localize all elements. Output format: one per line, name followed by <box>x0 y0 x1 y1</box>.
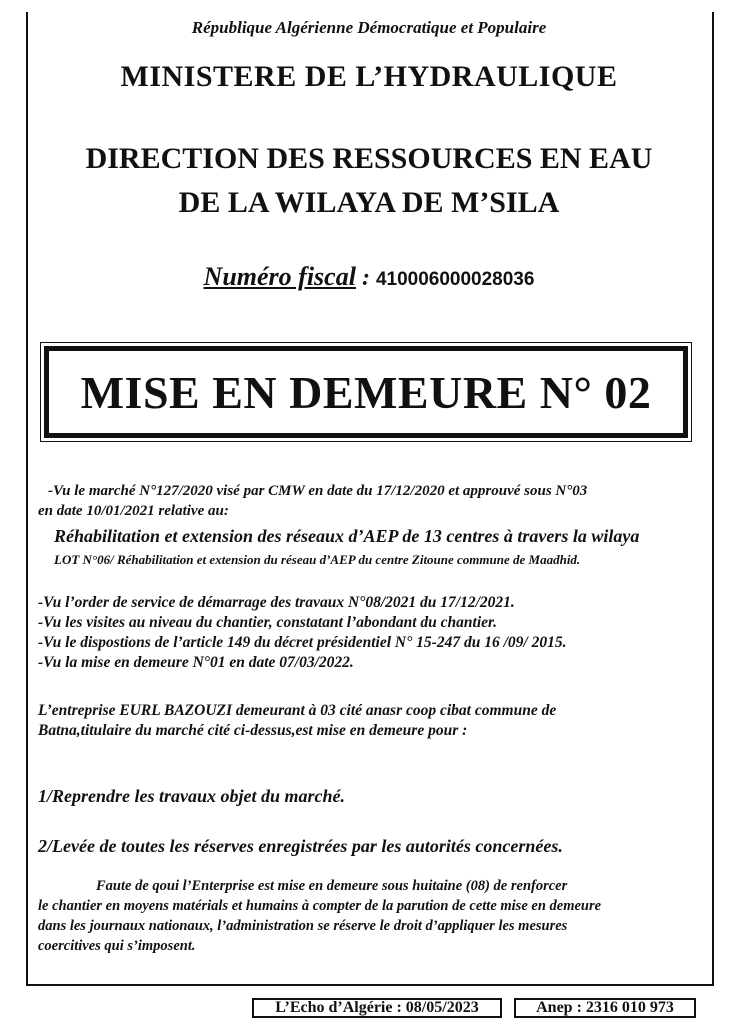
faute-line: dans les journaux nationaux, l’administration se réserve le droit d’appliquer les mesures <box>38 918 568 934</box>
marche-line-1: -Vu le marché N°127/2020 visé par CMW en date du 17/12/2020 et approuvé sous N°03 <box>48 483 588 499</box>
republic-line: République Algérienne Démocratique et Populaire <box>191 18 547 37</box>
notice-title-box <box>44 346 688 438</box>
vu-item: -Vu les visites au niveau du chantier, constatant l’abondant du chantier. <box>38 614 498 631</box>
fiscal-number-line <box>26 262 712 292</box>
lot-line: LOT N°06/ Réhabilitation et extension du réseau d’AEP du centre Zitoune commune de Maadhid. <box>54 552 581 567</box>
entreprise-line-1: L’entreprise EURL BAZOUZI demeurant à 03 cité anasr coop cibat commune de <box>38 702 557 719</box>
ministry-title: MINISTERE DE L’HYDRAULIQUE <box>120 60 618 93</box>
direction-line-2: DE LA WILAYA DE M’SILA <box>178 186 560 219</box>
demand-item-2: 2/Levée de toutes les réserves enregistrées par les autorités concernées. <box>38 836 563 856</box>
vu-item: -Vu le dispostions de l’article 149 du décret présidentiel N° 15-247 du 16 /09/ 2015. <box>38 634 567 651</box>
direction-line-1: DIRECTION DES RESSOURCES EN EAU <box>85 142 653 175</box>
entreprise-line-2: Batna,titulaire du marché cité ci-dessus,est mise en demeure pour : <box>38 722 468 739</box>
faute-line: coercitives qui s’imposent. <box>38 938 196 954</box>
fiscal-number: 410006000028036 <box>375 269 535 290</box>
faute-line: Faute de qoui l’Enterprise est mise en demeure sous huitaine (08) de renforcer <box>96 878 568 894</box>
notice-title: MISE EN DEMEURE N° 02 <box>80 366 652 418</box>
anep-badge <box>514 998 696 1018</box>
anep-number: Anep : 2316 010 973 <box>536 999 674 1016</box>
faute-line: le chantier en moyens matérials et humains à compter de la parution de cette mise en demeure <box>38 898 602 914</box>
demand-item-1: 1/Reprendre les travaux objet du marché. <box>38 786 345 806</box>
newspaper-date: L’Echo d’Algérie : 08/05/2023 <box>275 999 479 1016</box>
fiscal-label: Numéro fiscal <box>203 262 356 291</box>
vu-item: -Vu l’order de service de démarrage des travaux N°08/2021 du 17/12/2021. <box>38 594 515 611</box>
rehabilitation-title: Réhabilitation et extension des réseaux d’AEP de 13 centres à travers la wilaya <box>54 526 640 546</box>
fiscal-colon: : <box>361 265 370 291</box>
newspaper-badge <box>252 998 502 1018</box>
vu-item: -Vu la mise en demeure N°01 en date 07/03/2022. <box>38 654 354 671</box>
marche-line-2: en date 10/01/2021 relative au: <box>38 503 229 519</box>
